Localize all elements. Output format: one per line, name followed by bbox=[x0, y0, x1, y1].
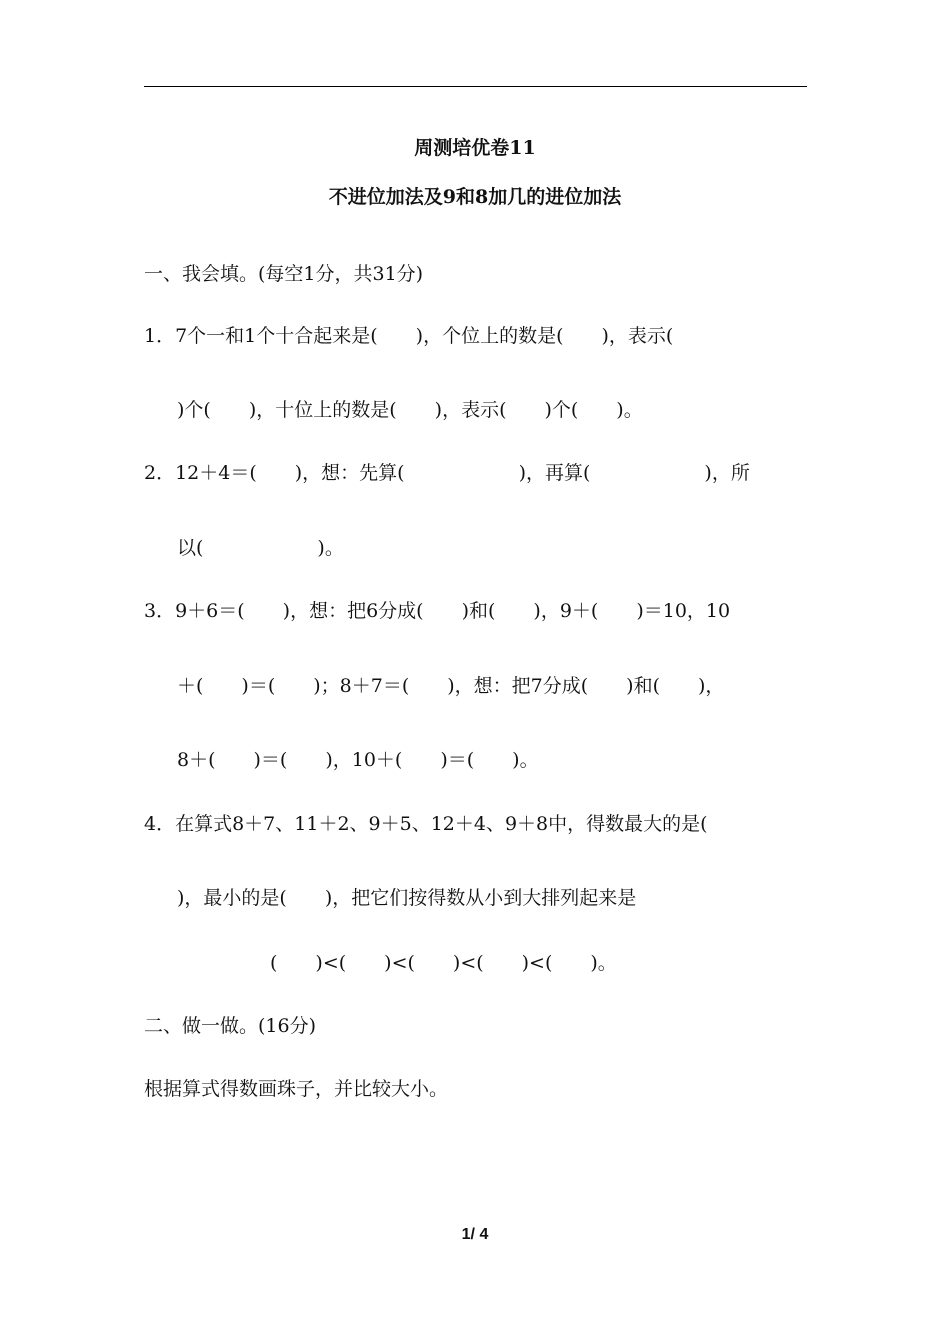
section2-instruction: 根据算式得数画珠子，并比较大小。 bbox=[144, 1078, 449, 1100]
q1-line2: )个( )，十位上的数是( )，表示( )个( )。 bbox=[177, 399, 643, 421]
q2-line1: 2．12＋4＝( )，想：先算( )，再算( )，所 bbox=[144, 462, 750, 484]
q3-line2: ＋( )＝( )；8＋7＝( )，想：把7分成( )和( )， bbox=[177, 675, 725, 697]
q4-line3: ( )<( )<( )<( )<( )。 bbox=[270, 952, 617, 974]
header-rule bbox=[144, 86, 807, 87]
q3-line3: 8＋( )＝( )，10＋( )＝( )。 bbox=[177, 749, 539, 771]
q3-line1: 3．9＋6＝( )，想：把6分成( )和( )，9＋( )＝10，10 bbox=[144, 600, 731, 622]
q4-line1: 4．在算式8＋7、11＋2、9＋5、12＋4、9＋8中，得数最大的是( bbox=[144, 813, 708, 835]
page-subtitle: 不进位加法及9和8加几的进位加法 bbox=[328, 186, 622, 208]
section1-heading: 一、我会填。(每空1分，共31分) bbox=[144, 263, 424, 285]
page-number: 1/ 4 bbox=[461, 1226, 489, 1243]
q4-line2: )，最小的是( )，把它们按得数从小到大排列起来是 bbox=[177, 887, 637, 909]
q2-line2: 以( )。 bbox=[177, 537, 344, 559]
q1-line1: 1．7个一和1个十合起来是( )，个位上的数是( )，表示( bbox=[144, 325, 674, 347]
section2-heading: 二、做一做。(16分) bbox=[144, 1015, 317, 1037]
page-title: 周测培优卷11 bbox=[414, 137, 536, 159]
